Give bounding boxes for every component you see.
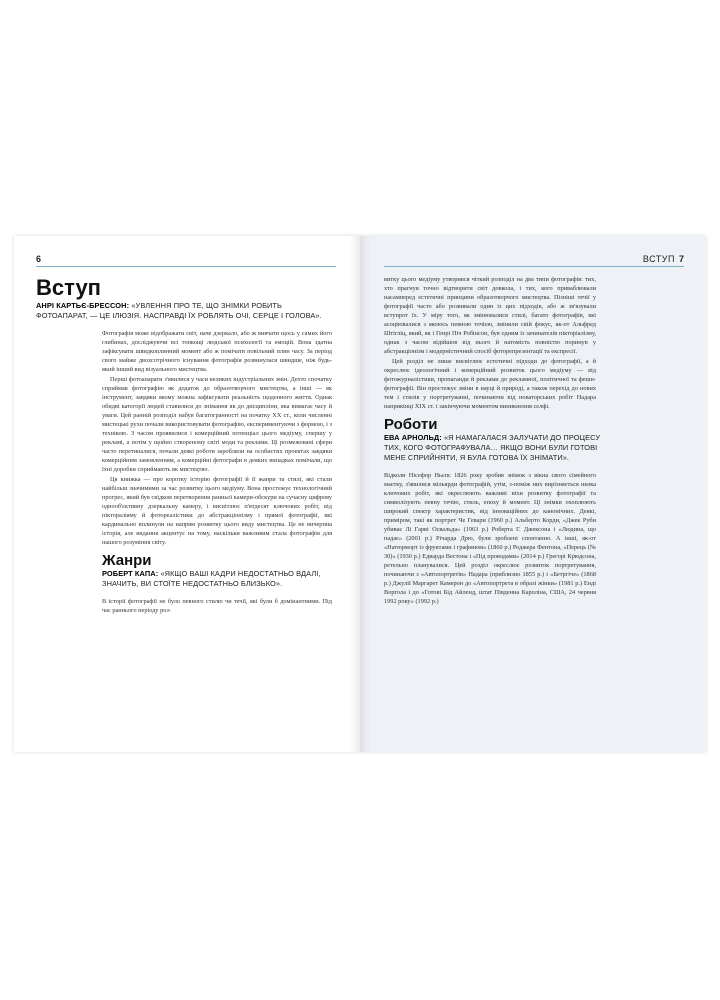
section-quote (102, 569, 332, 589)
section-title: Жанри (102, 552, 152, 569)
paragraph: Цей розділ не лише висвітлює естетичні підходи до фотографії, а й окреслює ідеологічний і комерційний розвиток цього медіуму — від фотожурналістики, пропаганди й реклами до рекламної, політичної та фешн-фотографії. Він простежує зміни в науці й природі, а також перехід до нових тем і стилів у портретуванні, починаючи від новаторських робіт Надара наприкінці XIX ст. і закінчуючи моментом виникнення селфі. (384, 358, 596, 410)
quote-text: «УВЛЕННЯ ПРО ТЕ, ЩО ЗНІМКИ РОБИТЬ ФОТОАПАРАТ, — ЦЕ ІЛЮЗІЯ. НАСПРАВДІ ЇХ РОБЛЯТЬ ОЧІ, СЕРЦЕ І ГОЛОВА». (36, 301, 322, 320)
section-quote (384, 433, 606, 463)
quote-author: ЕВА АРНОЛЬД: (384, 433, 442, 442)
quote-author: АНРІ КАРТЬЄ-БРЕССОН: (36, 301, 130, 310)
page-number: 7 (678, 254, 684, 264)
paragraph: Відколи Нісефор Ньєпс 1826 року зробив знімок з вікна свого сімейного маєтку, з'явилися мільярди фотографій, утім, з-поміж них вирізняється низка ключових робіт, які окреслюють важливі віхи розвитку фотографії та символізують певну течію, стиль, епоху й момент. Ці знімки охоплюють широкий спектр характеристик, від інноваційних до канонічних. Деякі, приміром, такі як портрет Че Гевари (1960 р.) Альберто Корди, «Джек Руби убиває Лі Гарві Освальда» (1963 р.) Роберта Г. Джексона і «Людина, що падає» (2001 р.) Річарда Дрю, були зроблені спонтанно. А інші, як-от «Натюрморт із фруктами і графином» (1860 р.) Роджера Фентона, «Перець (№ 30)» (1930 р.) Едварда Вестона і «Під проводами» (2014 р.) Грегорі Крюдсона, ретельно планувалися. Цей розділ окреслює розвиток портретування, починаючи з «Автопортретів» Надара (приблизно 1855 р.) і «Бетргіче» (1868 р.) Джулії Маргарет Камерон до «Автопортрета в образі жінки» (1981 р.) Енді Воргола і до «Готові Бід Айленд, штат Південна Кароліна, США, 24 червня 1992 року» (1992 р.) (384, 472, 596, 605)
chapter-title: Вступ (36, 275, 101, 300)
quote-text: «ЯКЩО ВАШІ КАДРИ НЕДОСТАТНЬО ВДАЛІ, ЗНАЧИТЬ, ВИ СТОЇТЕ НЕДОСТАТНЬО БЛИЗЬКО». (102, 569, 321, 588)
running-head-title: ВСТУП (642, 254, 675, 264)
paragraph: витку цього медіуму утворився чіткий розподіл на два типи фотографів: тих, хто прагнув точно відтворити світ довкола, і тих, кого приваблювали насамперед естетичні принципи образотворчого мистецтва. Пізніші течії у фотографії часто або розвивали один із цих підходів, або ж зв'язували вступрот їх. У міру того, як змінювалися стилі, багато фотографів, які асоціювалися з якоюсь певною течією, змінили свій фокус, як-от Альфред Штігліц, який, як і Генрі Піч Робінсон, був одним із зачинателів пікторіалізму, однак з часом відійшов від нього й натомість повністю поринув у абстракціонізм і модерністичний спосіб фоторепрезентації та експресії. (384, 276, 596, 355)
body-text (102, 329, 332, 615)
running-head-right (384, 246, 684, 267)
paragraph: Ця книжка — про коротку історію фотографії й її жанри та стилі, які стали найбільш значимими за час розвитку цього медіуму. Вона простежує технологічний прогрес, який був свідком перетворення ранньої камери-обскури на сучасну цифрову однооб'єктивну дзеркальну камеру, і висвітлює п'ятдесят ключових робіт, від піктораліяму й фотореалістики до абстракціонізму і прямої фотографії, які кардинально вплинули на напрям розвитку цього виду мистецтва. Це не вичерпна історія, але видання акцентує на тому, наскільки важливим стала фотографія для нашого розуміння світу. (102, 476, 332, 546)
book-spread (14, 236, 706, 752)
page-gutter-shadow (350, 236, 360, 752)
quote-text: «Я НАМАГАЛАСЯ ЗАЛУЧАТИ ДО ПРОЦЕСУ ТИХ, КОГО ФОТОГРАФУВАЛА… ЯКЩО ВОНИ БУЛИ ГОТОВІ МЕНЕ СПРИЙНЯТИ, Я БУЛА ГОТОВА ЇХ ЗНІМАТИ». (384, 433, 601, 462)
paragraph: Перші фотоапарати з'явилися у часи великих індустріальних змін. Дехто спочатку сприймав фотографію як додаток до образотворчого мистецтва, а інші — як інструмент, завдяки якому можна зафіксувати реальність щоденного життя. Однак обидві категорії людей ставилися до знімання як до дисципліни, яка вимагає часу й уваги. Цей ранній розподіл набув багатогранності на початку XX ст., коли численні мистецькі рухи почали використовувати фотографію, експериментуючи з формою, і з технікою. З часом проявилися і комерційний потенціал цього медіуму, спершу у рекламі, а потім у щойно створеному світі моди та реклами. Ці розмежовані сфери часто перетиналися, почали деякі роботи заробляли на особистих проектах завдяки комерційним замовленням, а комерційні фотографи в деяких випадках помічали, що їхні доробки сприймають як мистецтво. (102, 376, 332, 473)
epigraph-quote (36, 301, 326, 321)
right-page (360, 236, 706, 752)
paragraph: Фотографія може відображати світ, наче дзеркало, або ж вивчати щось у самих його глибинах, досліджуючи всі тонкощі людської психології та емоцій. Вона здатна зафіксувати швидкоплинний момент або ж помічати повільний плин часу. За період свого майже двохсотрічного існування фотографія розвинулася швидше, ніж будь-який інший вид візуального мистецтва. (102, 330, 332, 373)
quote-author: РОБЕРТ КАПА: (102, 569, 159, 578)
page-number: 6 (36, 254, 42, 264)
running-head-left (36, 246, 336, 267)
left-page (14, 236, 360, 752)
paragraph: В історії фотографії не було певного стилю чи течії, які були б домінантними. Під час раннього періоду роз- (102, 598, 332, 614)
body-text (384, 275, 601, 606)
section-title: Роботи (384, 416, 438, 433)
page-gutter-shadow (360, 236, 370, 752)
